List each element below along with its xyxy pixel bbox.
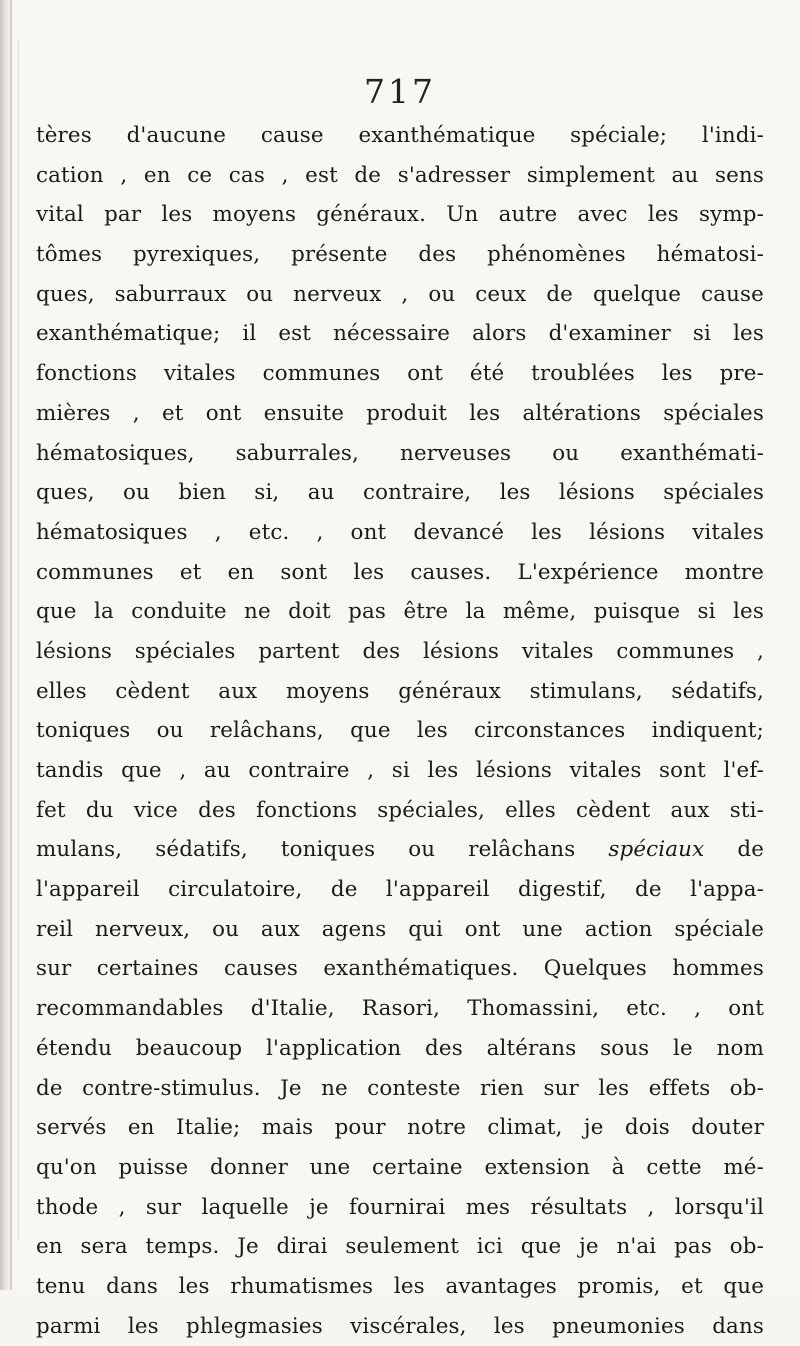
text-line: toniques ou relâchans, que les circonstances indiquent;: [36, 718, 764, 744]
text-line: exanthématique; il est nécessaire alors d'examiner si les: [36, 321, 764, 347]
text-line: l'appareil circulatoire, de l'appareil digestif, de l'appa-: [36, 877, 764, 903]
text-line: ques, ou bien si, au contraire, les lésions spéciales: [36, 480, 764, 506]
text-line: parmi les phlegmasies viscérales, les pneumonies dans: [36, 1313, 764, 1339]
binding-edge-inner: [18, 40, 19, 1240]
text-line: thode , sur laquelle je fournirai mes résultats , lorsqu'il: [36, 1194, 764, 1220]
text-line: tères d'aucune cause exanthématique spéciale; l'indi-: [36, 123, 764, 148]
text-line: qu'on puisse donner une certaine extension à cette mé-: [36, 1154, 764, 1180]
text-line: tandis que , au contraire , si les lésions vitales sont l'ef-: [36, 758, 764, 783]
text-line: tômes pyrexiques, présente des phénomènes hématosi-: [36, 242, 764, 268]
text-line: reil nerveux, ou aux agens qui ont une action spéciale: [36, 916, 764, 942]
emphasis-after: de: [704, 837, 764, 863]
emphasis-italic-word: spéciaux: [608, 837, 705, 863]
text-line: elles cèdent aux moyens généraux stimulans, sédatifs,: [36, 678, 764, 704]
text-line: mières , et ont ensuite produit les altérations spéciales: [36, 400, 764, 426]
text-line: étendu beaucoup l'application des altérans sous le nom: [36, 1035, 764, 1061]
text-line: en sera temps. Je dirai seulement ici que je n'ai pas ob-: [36, 1234, 764, 1260]
text-line: que la conduite ne doit pas être la même, puisque si les: [36, 599, 764, 625]
emphasis-before: mulans, sédatifs, toniques ou relâchans: [36, 837, 609, 863]
text-line: sur certaines causes exanthématiques. Quelques hommes: [36, 956, 764, 982]
binding-edge: [10, 0, 12, 1290]
text-line: lésions spéciales partent des lésions vitales communes ,: [36, 638, 764, 664]
text-line: cation , en ce cas , est de s'adresser simplement au sens: [36, 162, 764, 188]
text-line: tenu dans les rhumatismes les avantages promis, et que: [36, 1273, 764, 1299]
text-line: recommandables d'Italie, Rasori, Thomassini, etc. , ont: [36, 996, 764, 1022]
text-line: hématosiques , etc. , ont devancé les lésions vitales: [36, 519, 764, 545]
text-line: ques, saburraux ou nerveux , ou ceux de quelque cause: [36, 281, 764, 307]
text-line: de contre-stimulus. Je ne conteste rien sur les effets ob-: [36, 1075, 764, 1101]
text-line: servés en Italie; mais pour notre climat, je dois douter: [36, 1115, 764, 1141]
text-line: hématosiques, saburrales, nerveuses ou exanthémati-: [36, 440, 764, 466]
text-line-emphasis: [36, 830, 764, 870]
page-number: 717: [364, 72, 436, 111]
text-line: fet du vice des fonctions spéciales, elles cèdent aux sti-: [36, 797, 764, 823]
text-line: communes et en sont les causes. L'expérience montre: [36, 559, 764, 585]
text-line: vital par les moyens généraux. Un autre avec les symp-: [36, 202, 764, 228]
body-text: [36, 116, 764, 1346]
text-line: fonctions vitales communes ont été troublées les pre-: [36, 361, 764, 387]
